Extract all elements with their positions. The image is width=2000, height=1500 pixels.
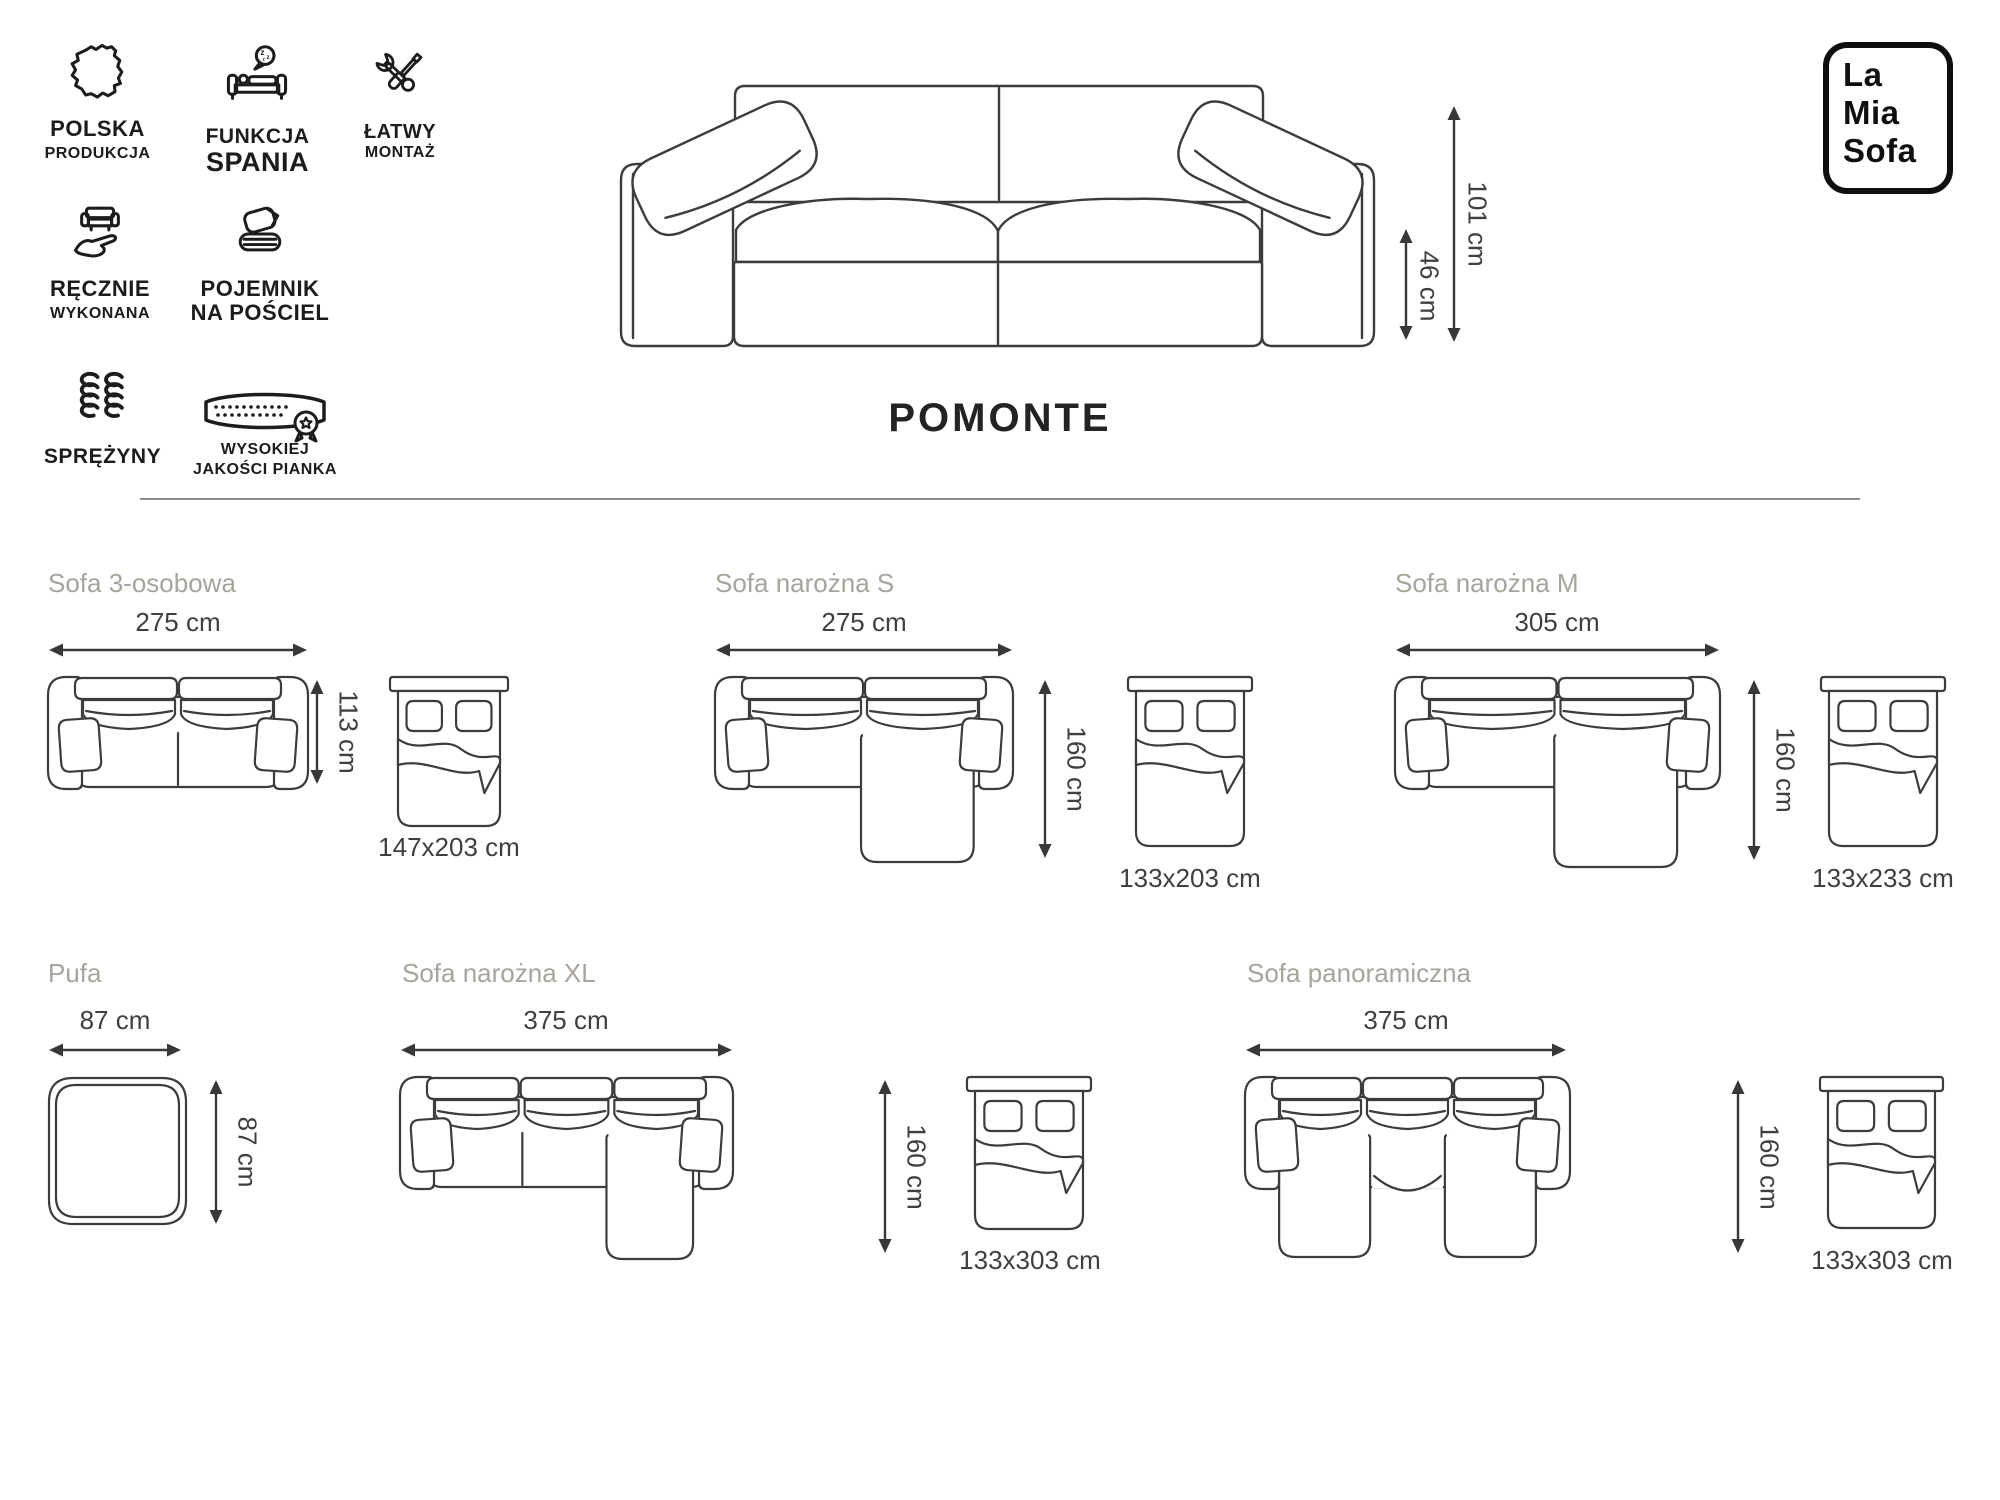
width-label: 275 cm (135, 607, 221, 637)
depth-label: 160 cm (1770, 727, 1801, 813)
divider-line (140, 498, 1860, 500)
svg-text:z: z (266, 53, 270, 61)
sofa-top-view (400, 1077, 733, 1259)
width-label: 87 cm (79, 1005, 151, 1035)
variant-title: Sofa 3-osobowa (48, 568, 236, 598)
width-dimension-arrow (1395, 640, 1720, 660)
variant-title: Sofa narożna XL (402, 958, 596, 988)
feature-sublabel: NA POŚCIEL (190, 300, 330, 325)
depth-label: 160 cm (1754, 1124, 1785, 1210)
bed-top-view (1820, 1077, 1943, 1229)
width-label: 375 cm (523, 1005, 609, 1035)
brand-logo (1823, 42, 1953, 194)
logo-line: Mia (1843, 94, 1900, 131)
easy-assembly-tools-icon (369, 46, 431, 108)
feature-sublabel: SPANIA (205, 147, 309, 177)
bed-top-view (967, 1077, 1091, 1230)
bed-top-view (390, 677, 508, 827)
width-dimension-arrow (48, 640, 308, 660)
bedding-container-icon (227, 200, 293, 268)
depth-dimension-arrow (307, 679, 327, 785)
width-label: 305 cm (1514, 607, 1600, 637)
depth-dimension-arrow (1728, 1079, 1748, 1254)
width-dimension-arrow (48, 1040, 182, 1060)
feature-label: FUNKCJA (205, 125, 310, 148)
variant-sofa-narozna-s (713, 565, 1273, 925)
feature-label: RĘCZNIE (49, 276, 151, 301)
depth-dimension-arrow (206, 1079, 226, 1225)
poland-map-icon (64, 42, 132, 110)
variant-sofa-3-osobowa (45, 565, 560, 905)
depth-label: 87 cm (232, 1116, 263, 1188)
depth-dimension-arrow (1744, 679, 1764, 861)
sleep-function-icon (223, 44, 291, 112)
sofa-top-view (1395, 677, 1720, 867)
product-title: POMONTE (888, 396, 1112, 440)
feature-label: WYSOKIEJ (220, 441, 310, 458)
bed-size-label: 133x203 cm (1119, 863, 1261, 893)
feature-sublabel: JAKOŚCI PIANKA (193, 461, 337, 478)
width-dimension-arrow (715, 640, 1013, 660)
feature-label: POJEMNIK (200, 276, 320, 301)
width-label: 375 cm (1363, 1005, 1449, 1035)
logo-line: La (1843, 56, 1883, 93)
bed-size-label: 133x233 cm (1812, 863, 1954, 893)
bed-top-view (1821, 677, 1945, 847)
sofa-top-view (715, 677, 1013, 862)
variant-title: Sofa panoramiczna (1247, 958, 1472, 988)
depth-dimension-arrow (875, 1079, 895, 1254)
hero-sofa-front-illustration (620, 76, 1375, 348)
width-dimension-arrow (1245, 1040, 1567, 1060)
svg-text:z: z (260, 47, 265, 57)
feature-label: SPRĘŻYNY (43, 445, 162, 468)
variant-title: Sofa narożna M (1395, 568, 1579, 598)
springs-icon (70, 368, 134, 436)
variant-sofa-narozna-xl (400, 955, 1100, 1295)
depth-label: 113 cm (333, 690, 364, 774)
bed-top-view (1128, 677, 1252, 847)
svg-text:z: z (262, 57, 265, 63)
width-dimension-arrow (400, 1040, 733, 1060)
bed-size-label: 133x303 cm (1811, 1245, 1953, 1275)
hero-seat-height-label: 46 cm (1414, 250, 1445, 322)
variant-sofa-panoramiczna (1245, 955, 1995, 1295)
variant-title: Pufa (48, 958, 102, 988)
variant-sofa-narozna-m (1393, 565, 1983, 925)
bed-size-label: 147x203 cm (378, 832, 520, 862)
width-label: 275 cm (821, 607, 907, 637)
logo-line: Sofa (1843, 132, 1917, 169)
feature-sublabel: PRODUKCJA (44, 145, 151, 162)
pouf-top-view (48, 1077, 187, 1227)
hero-height-label: 101 cm (1462, 181, 1493, 267)
sofa-top-view (1245, 1077, 1570, 1257)
sofa-top-view (48, 677, 308, 787)
variant-title: Sofa narożna S (715, 568, 895, 598)
quality-foam-icon (200, 380, 330, 442)
feature-sublabel: WYKONANA (50, 305, 150, 322)
depth-label: 160 cm (1061, 726, 1092, 812)
feature-label: ŁATWY (363, 121, 437, 143)
feature-label: POLSKA (50, 116, 145, 141)
handmade-icon (66, 200, 134, 268)
feature-sublabel: MONTAŻ (364, 144, 436, 161)
depth-label: 160 cm (901, 1124, 932, 1210)
bed-size-label: 133x303 cm (959, 1245, 1101, 1275)
depth-dimension-arrow (1035, 679, 1055, 859)
variant-pufa (48, 955, 338, 1295)
